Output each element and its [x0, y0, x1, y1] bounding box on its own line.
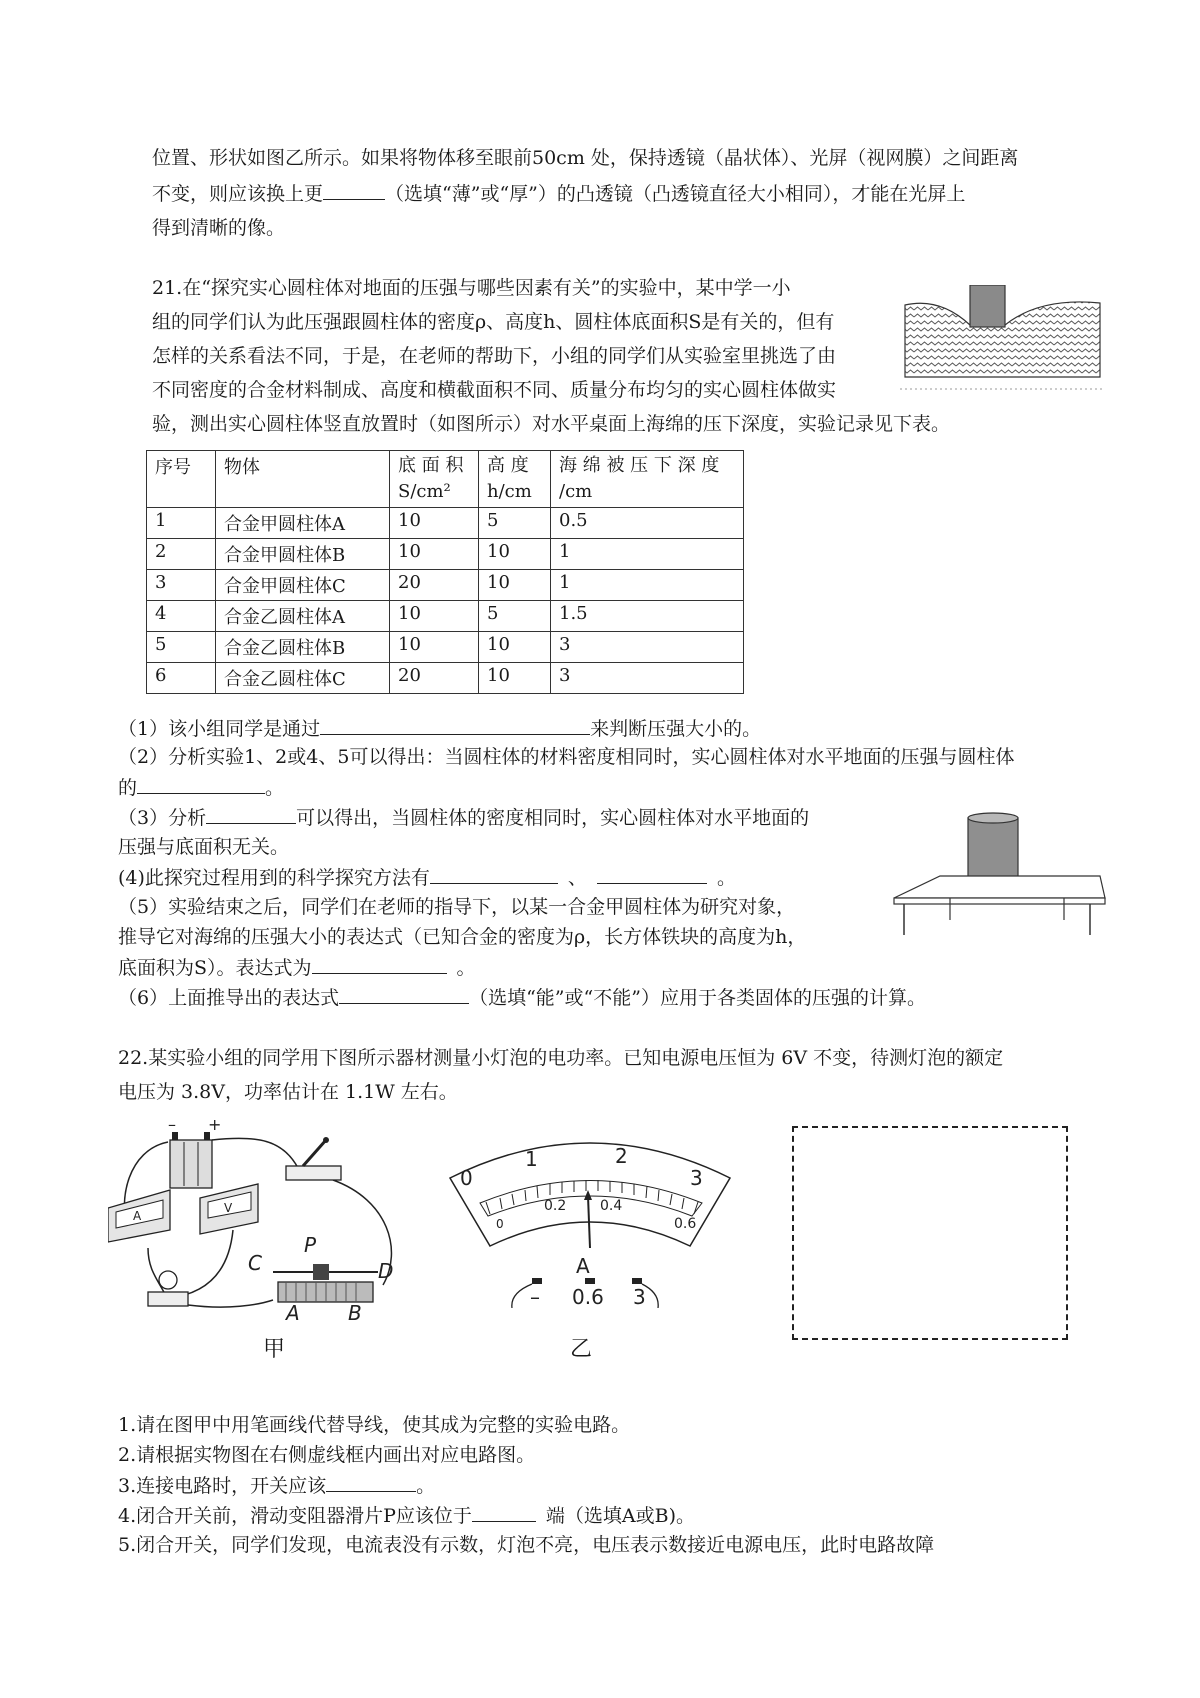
lamp-icon [148, 1271, 188, 1306]
table-header: 底 面 积 S/cm² [390, 451, 479, 508]
q22-item-3a: 3.连接电路时，开关应该 [118, 1475, 327, 1497]
table-cell: 1 [147, 508, 216, 539]
upper-tick-2: 2 [615, 1144, 628, 1168]
table-cell: 3 [551, 632, 744, 663]
upper-tick-3: 3 [690, 1166, 703, 1190]
terminal-label-b: B [348, 1301, 362, 1325]
lower-tick-2: 0.4 [600, 1198, 623, 1214]
table-cell: 10 [479, 663, 551, 694]
table-cell: 合金甲圆柱体A [216, 508, 390, 539]
q21-sub-5c: 底面积为S）。表达式为 [118, 957, 312, 979]
q21-line-5: 验，测出实心圆柱体竖直放置时（如图所示）对水平桌面上海绵的压下深度，实验记录见下表。 [152, 413, 951, 435]
table-cell: 10 [390, 601, 479, 632]
table-cell: 10 [479, 632, 551, 663]
table-cylinder-figure [890, 810, 1120, 940]
table-cell: 合金乙圆柱体B [216, 632, 390, 663]
intro-line-3: 得到清晰的像。 [152, 217, 286, 239]
table-row [147, 601, 744, 632]
upper-tick-1: 1 [525, 1147, 538, 1171]
figure-label-yi: 乙 [570, 1337, 593, 1362]
intro-line-2 [152, 181, 965, 206]
voltmeter-label: V [224, 1201, 233, 1215]
q22-item-4a: 4.闭合开关前，滑动变阻器滑片P应该位于 [118, 1505, 472, 1527]
terminal-label-a: A [286, 1301, 300, 1325]
q22-item-3b: 。 [416, 1475, 436, 1497]
answer-blank-4b[interactable] [597, 865, 707, 884]
table-header: 高 度 h/cm [479, 451, 551, 508]
table-cell: 10 [390, 508, 479, 539]
circuit-diagram-answer-box[interactable] [792, 1126, 1068, 1340]
table-cell: 10 [479, 570, 551, 601]
table-cell: 3 [551, 663, 744, 694]
intro-line-2a: 不变，则应该换上更 [152, 183, 324, 205]
q21-sub-3 [118, 805, 809, 830]
q21-sub-4b: 、 [567, 867, 587, 889]
table-row [147, 570, 744, 601]
experiment-table [146, 450, 744, 694]
table-cell: 20 [390, 663, 479, 694]
q21-sub-2b: 的 [118, 777, 138, 799]
answer-blank-3[interactable] [206, 805, 296, 824]
q21-sub-1a: （1）该小组同学是通过 [118, 718, 321, 740]
battery-icon [168, 1120, 221, 1188]
q21-sub-4 [118, 865, 736, 890]
answer-blank-1[interactable] [320, 716, 590, 735]
answer-blank-switch[interactable] [326, 1473, 416, 1492]
table-cell: 合金乙圆柱体C [216, 663, 390, 694]
table-cell: 2 [147, 539, 216, 570]
table-cell: 5 [479, 508, 551, 539]
q22-item-2: 2.请根据实物图在右侧虚线框内画出对应电路图。 [118, 1444, 536, 1466]
lower-tick-3: 0.6 [674, 1216, 697, 1232]
lower-tick-0: 0 [496, 1217, 504, 1231]
table-cell: 10 [390, 539, 479, 570]
q22-item-4 [118, 1503, 695, 1528]
q21-sub-2-cont [118, 775, 284, 800]
lower-tick-1: 0.2 [544, 1198, 567, 1214]
table-cell: 5 [479, 601, 551, 632]
q21-sub-3-cont: 压强与底面积无关。 [118, 836, 290, 858]
answer-blank-slider[interactable] [472, 1503, 536, 1522]
answer-blank-5[interactable] [312, 955, 447, 974]
q21-sub-6a: （6）上面推导出的表达式 [118, 987, 340, 1009]
terminal-label-p: P [304, 1233, 317, 1257]
table-cell: 1 [551, 539, 744, 570]
table-header-row [147, 451, 744, 508]
q21-sub-4c: 。 [716, 867, 736, 889]
answer-blank-2[interactable] [137, 775, 265, 794]
voltmeter-icon [200, 1184, 258, 1234]
figure-label-jia: 甲 [263, 1337, 286, 1362]
table-cell: 20 [390, 570, 479, 601]
table-cell: 4 [147, 601, 216, 632]
q21-sub-3b: 可以得出，当圆柱体的密度相同时，实心圆柱体对水平地面的 [296, 807, 810, 829]
q21-line-2: 组的同学们认为此压强跟圆柱体的密度ρ、高度h、圆柱体底面积S是有关的，但有 [152, 311, 835, 333]
terminal-label-d: D [378, 1259, 394, 1283]
table-cell: 1 [551, 570, 744, 601]
answer-blank-4a[interactable] [430, 865, 558, 884]
q21-sub-5-cont-2 [118, 955, 476, 980]
table-header: 序号 [147, 451, 216, 508]
q21-sub-6 [118, 985, 926, 1010]
q21-line-4: 不同密度的合金材料制成、高度和横截面积不同、质量分布均匀的实心圆柱体做实 [152, 379, 837, 401]
table-row [147, 632, 744, 663]
q22-line-1: 22.某实验小组的同学用下图所示器材测量小灯泡的电功率。已知电源电压恒为 6V 不变，待测灯泡的额定 [118, 1047, 1004, 1069]
q21-sub-2c: 。 [265, 777, 285, 799]
q21-sub-6b: （选填“能”或“不能”）应用于各类固体的压强的计算。 [469, 987, 926, 1009]
meter-unit: A [576, 1254, 590, 1278]
ammeter-dial-figure [440, 1128, 740, 1308]
table-cell: 合金甲圆柱体B [216, 539, 390, 570]
q21-line-3: 怎样的关系看法不同，于是，在老师的帮助下，小组的同学们从实验室里挑选了由 [152, 345, 837, 367]
q21-sub-3a: （3）分析 [118, 807, 207, 829]
table-cell: 6 [147, 663, 216, 694]
table-cell: 1.5 [551, 601, 744, 632]
table-row [147, 663, 744, 694]
q21-sub-5: （5）实验结束之后，同学们在老师的指导下，以某一合金甲圆柱体为研究对象， [118, 896, 796, 918]
circuit-figure [108, 1120, 438, 1330]
terminal-label-c: C [248, 1251, 262, 1275]
terminal-minus: – [530, 1285, 540, 1308]
svg-text:–: – [168, 1120, 176, 1134]
ammeter-icon [108, 1190, 170, 1242]
table-cell: 10 [479, 539, 551, 570]
switch-icon [286, 1137, 341, 1180]
table-cell: 合金甲圆柱体C [216, 570, 390, 601]
sponge-figure [900, 285, 1105, 395]
rheostat-icon [273, 1264, 378, 1302]
table-header: 海 绵 被 压 下 深 度 /cm [551, 451, 744, 508]
q22-item-5: 5.闭合开关，同学们发现，电流表没有示数，灯泡不亮，电压表示数接近电源电压，此时电路故障 [118, 1534, 935, 1556]
q22-item-4b: 端（选填A或B)。 [545, 1505, 696, 1527]
q22-item-1: 1.请在图甲中用笔画线代替导线，使其成为完整的实验电路。 [118, 1414, 631, 1436]
q21-sub-5-cont-1: 推导它对海绵的压强大小的表达式（已知合金的密度为ρ，长方体铁块的高度为h， [118, 926, 807, 948]
table-row [147, 539, 744, 570]
q21-sub-1b: 来判断压强大小的。 [590, 718, 762, 740]
table-cell: 3 [147, 570, 216, 601]
ammeter-label: A [133, 1209, 142, 1223]
q21-line-1: 21.在“探究实心圆柱体对地面的压强与哪些因素有关”的实验中，某中学一小 [152, 277, 791, 299]
answer-blank-lens[interactable] [323, 181, 385, 200]
q22-line-2: 电压为 3.8V，功率估计在 1.1W 左右。 [118, 1081, 458, 1103]
terminal-0-6: 0.6 [572, 1285, 604, 1308]
table-cell: 10 [390, 632, 479, 663]
table-row [147, 508, 744, 539]
table-cell: 5 [147, 632, 216, 663]
upper-tick-0: 0 [460, 1166, 473, 1190]
svg-text:+: + [208, 1120, 222, 1134]
answer-blank-6[interactable] [339, 985, 469, 1004]
terminal-3: 3 [633, 1285, 646, 1308]
q21-sub-5d: 。 [456, 957, 476, 979]
q21-sub-2: （2）分析实验1、2或4、5可以得出：当圆柱体的材料密度相同时，实心圆柱体对水平地面的压强与圆柱体 [118, 746, 1015, 768]
table-cell: 0.5 [551, 508, 744, 539]
q21-sub-1 [118, 716, 761, 741]
q22-item-3 [118, 1473, 435, 1498]
table-header: 物体 [216, 451, 390, 508]
q21-sub-4a: (4)此探究过程用到的科学探究方法有 [118, 867, 430, 889]
intro-line-2b: （选填“薄”或“厚”）的凸透镜（凸透镜直径大小相同），才能在光屏上 [385, 183, 966, 205]
table-cell: 合金乙圆柱体A [216, 601, 390, 632]
intro-line-1: 位置、形状如图乙所示。如果将物体移至眼前50cm 处，保持透镜（晶状体）、光屏（视网膜）之间距离 [152, 147, 1019, 169]
